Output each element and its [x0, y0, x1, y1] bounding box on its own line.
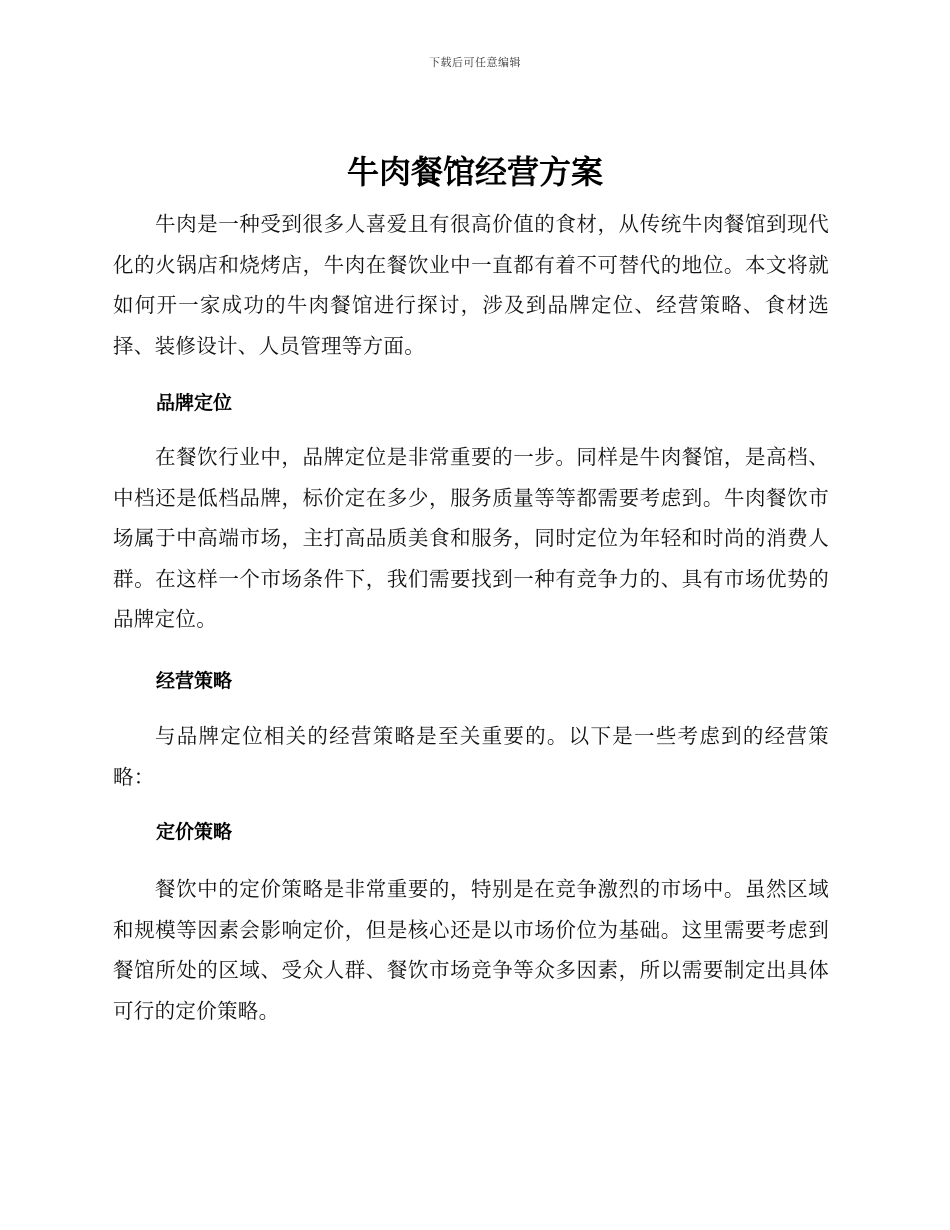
section-paragraph-business-strategy: 与品牌定位相关的经营策略是至关重要的。以下是一些考虑到的经营策略： [113, 724, 829, 789]
section-paragraph-pricing-strategy: 餐饮中的定价策略是非常重要的，特别是在竞争激烈的市场中。虽然区域和规模等因素会影响定价，但是核心还是以市场价位为基础。这里需要考虑到餐馆所处的区域、受众人群、餐饮市场竞争等众多因素，所以需要制定出具体可行的定价策略。 [113, 877, 829, 1023]
section-heading-pricing-strategy: 定价策略 [156, 821, 233, 843]
section-heading-business-strategy: 经营策略 [156, 670, 233, 692]
header-note: 下载后可任意编辑 [429, 56, 521, 69]
section-heading-brand-positioning: 品牌定位 [156, 392, 233, 414]
document-title: 牛肉餐馆经营方案 [346, 153, 603, 191]
intro-paragraph: 牛肉是一种受到很多人喜爱且有很高价值的食材，从传统牛肉餐馆到现代化的火锅店和烧烤店，牛肉在餐饮业中一直都有着不可替代的地位。本文将就如何开一家成功的牛肉餐馆进行探讨，涉及到品牌定位、经营策略、食材选择、装修设计、人员管理等方面。 [113, 212, 829, 358]
section-paragraph-brand-positioning: 在餐饮行业中，品牌定位是非常重要的一步。同样是牛肉餐馆，是高档、中档还是低档品牌，标价定在多少，服务质量等等都需要考虑到。牛肉餐饮市场属于中高端市场，主打高品质美食和服务，同时定位为年轻和时尚的消费人群。在这样一个市场条件下，我们需要找到一种有竞争力的、具有市场优势的品牌定位。 [113, 445, 829, 631]
